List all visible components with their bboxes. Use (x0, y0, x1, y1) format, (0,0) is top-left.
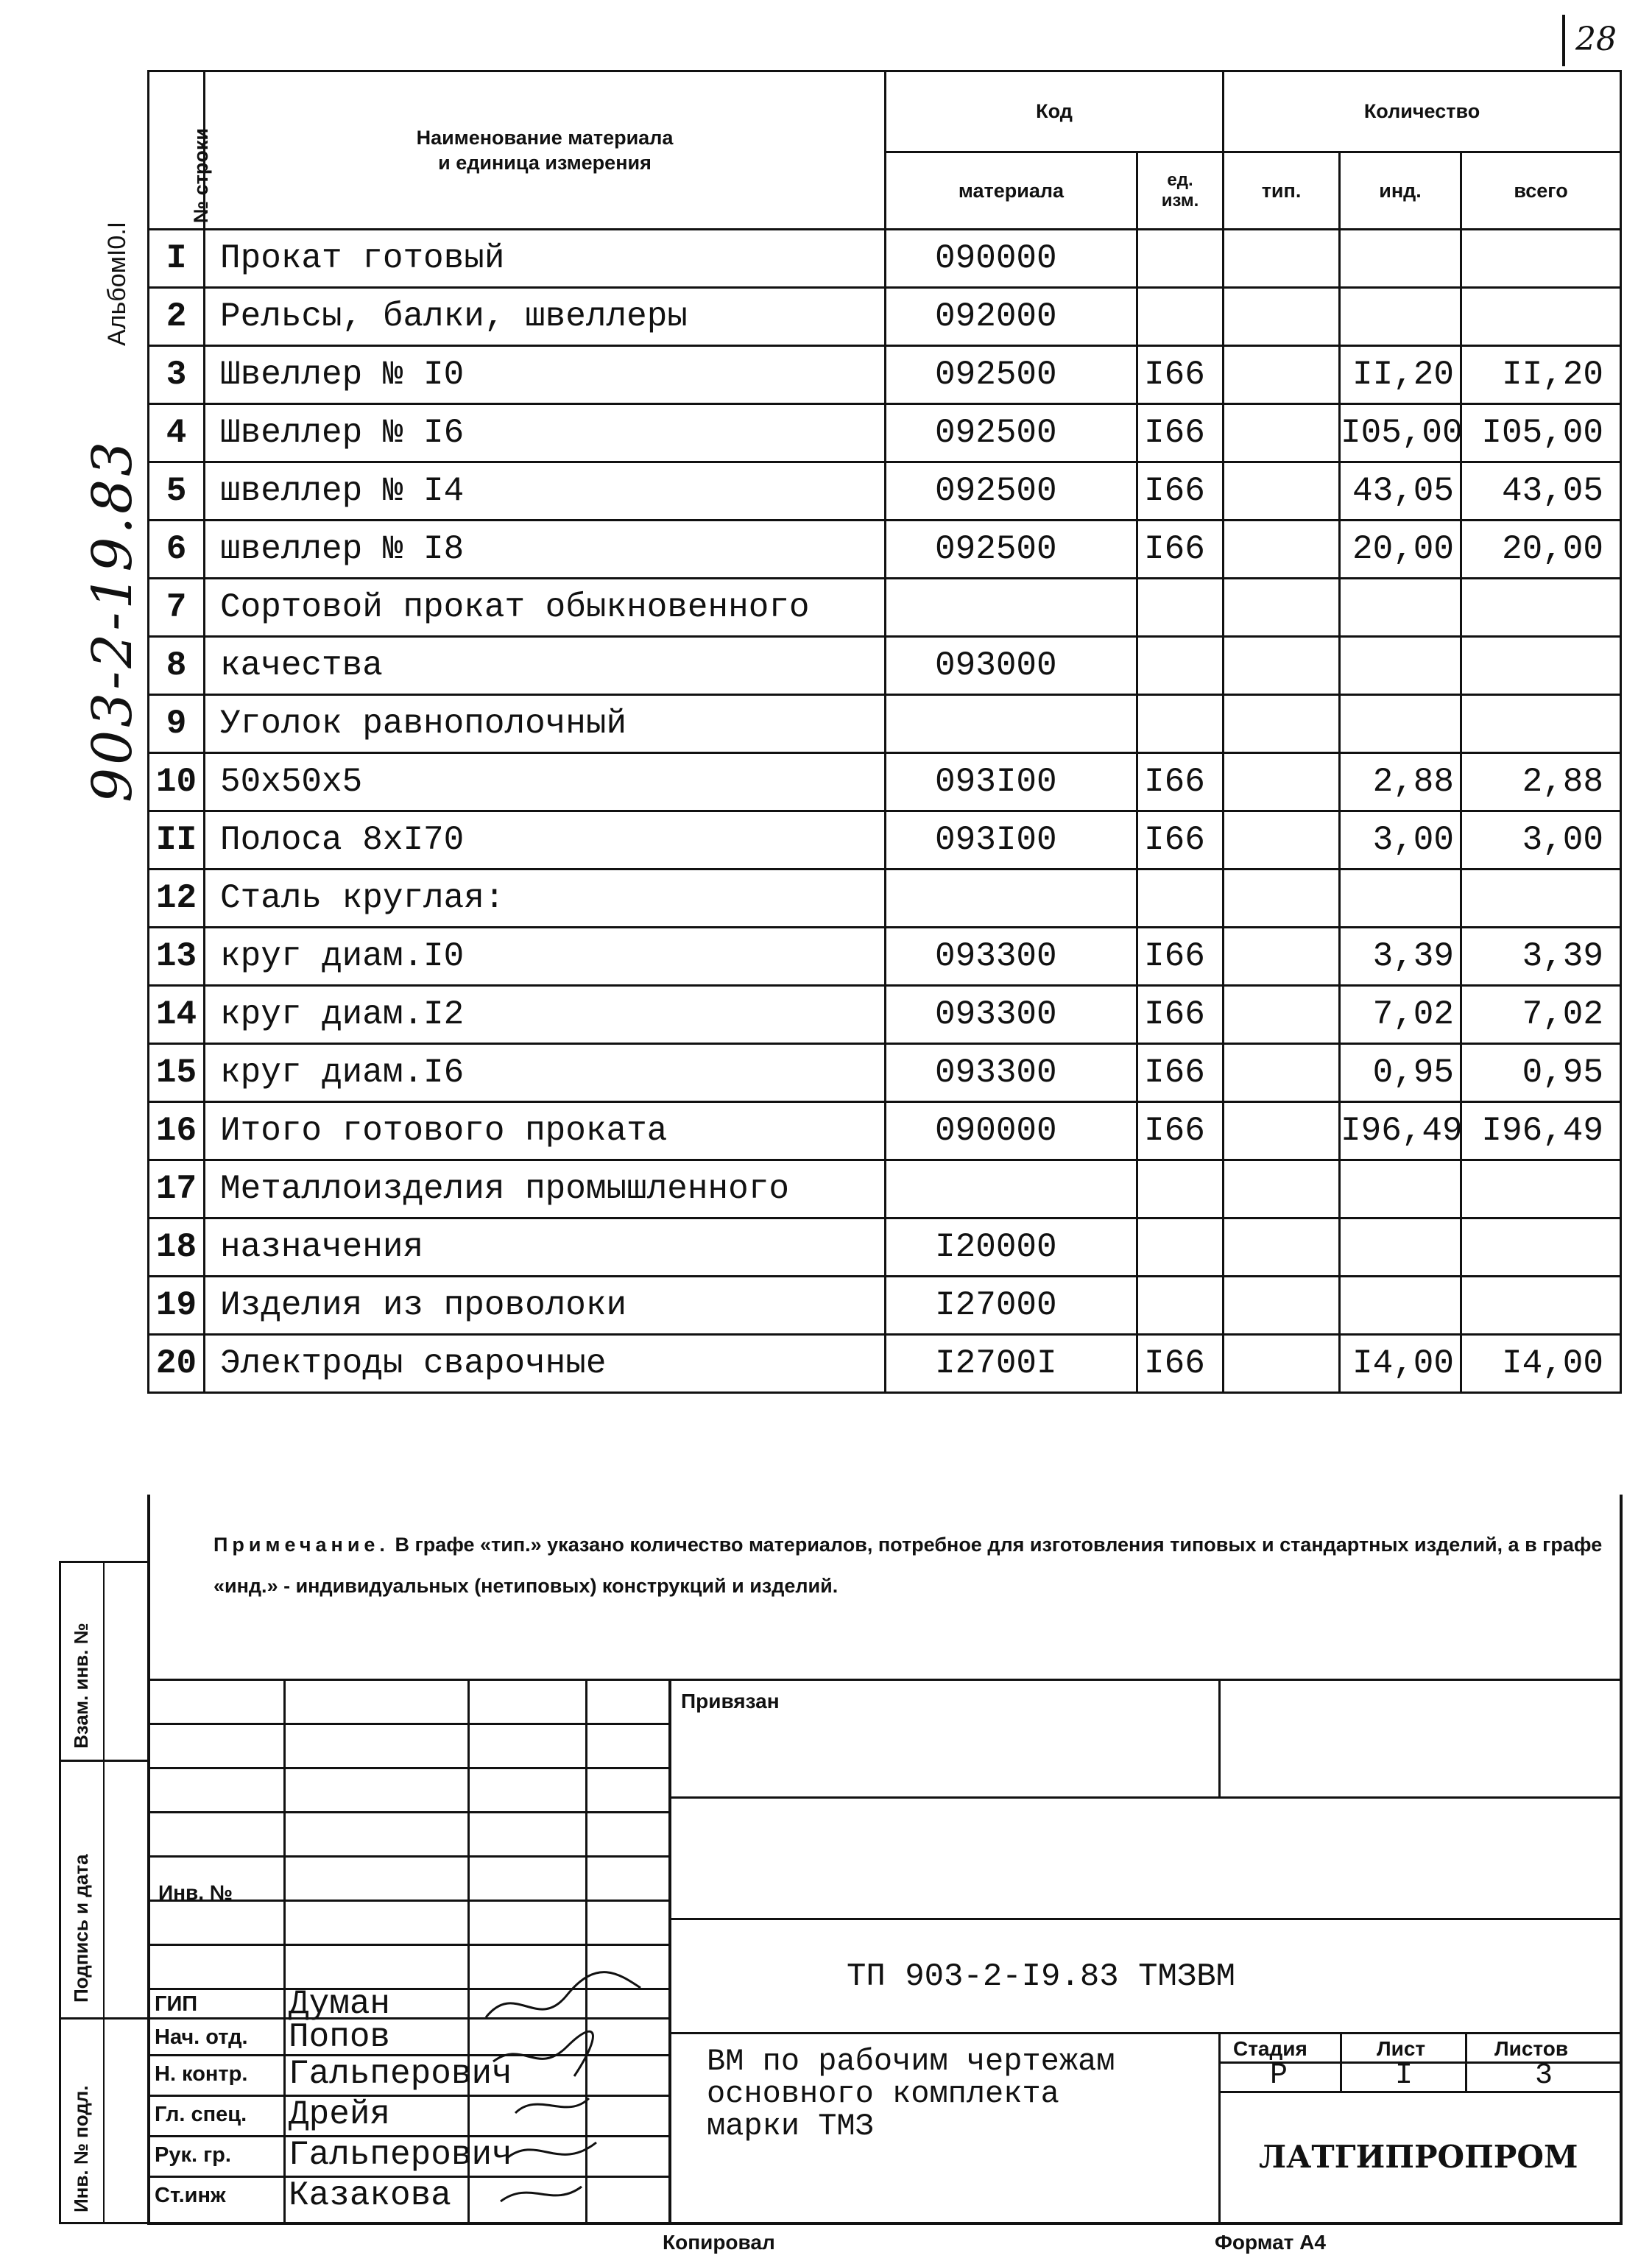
material-name: круг диам.I6 (205, 1044, 886, 1102)
table-row (149, 579, 1621, 637)
qty-total (1461, 230, 1621, 288)
qty-ind: 3,39 (1340, 928, 1461, 986)
material-name: Сталь круглая: (205, 870, 886, 928)
footer-format: Формат А4 (1215, 2231, 1326, 2254)
qty-typ (1224, 1218, 1340, 1277)
unit-code (1137, 637, 1224, 695)
header-code-unit: ед. изм. (1137, 152, 1224, 230)
row-number: I (149, 230, 205, 288)
material-code (886, 1160, 1137, 1218)
row-number: 7 (149, 579, 205, 637)
table-row (149, 928, 1621, 986)
row-number: 13 (149, 928, 205, 986)
qty-typ (1224, 637, 1340, 695)
document-description: ВМ по рабочим чертежам основного комплекта марки ТМЗ (707, 2044, 1115, 2144)
qty-total: 7,02 (1461, 986, 1621, 1044)
qty-total (1461, 1277, 1621, 1335)
side-stamp-label: Взам. инв. № (70, 1623, 92, 1749)
header-qty-ind: инд. (1340, 152, 1461, 230)
signer-name: Думан (289, 1985, 391, 2023)
row-number: 9 (149, 695, 205, 753)
signer-role: ГИП (155, 1992, 198, 2016)
qty-ind: II,20 (1340, 346, 1461, 404)
footer-copied: Копировал (663, 2231, 775, 2254)
material-code: 090000 (886, 1102, 1137, 1160)
qty-ind: 3,00 (1340, 811, 1461, 870)
row-number: 10 (149, 753, 205, 811)
bound-to-label: Привязан (681, 1690, 780, 1712)
qty-typ (1224, 928, 1340, 986)
material-code: 092500 (886, 521, 1137, 579)
header-qty-typ: тип. (1224, 152, 1340, 230)
qty-ind (1340, 1277, 1461, 1335)
qty-total: II,20 (1461, 346, 1621, 404)
qty-typ (1224, 230, 1340, 288)
unit-code (1137, 288, 1224, 346)
qty-ind (1340, 579, 1461, 637)
table-row (149, 986, 1621, 1044)
material-code: 093300 (886, 928, 1137, 986)
row-number: 3 (149, 346, 205, 404)
note-text: В графе «тип.» указано количество материалов, потребное для изготовления типовых и стандартных изделий, а в графе «инд.» - индивидуальных (нетиповых) конструкций и изделий. (213, 1534, 1603, 1597)
header-material-name: Наименование материала и единица измерения (205, 71, 886, 230)
qty-ind: 0,95 (1340, 1044, 1461, 1102)
material-name: швеллер № I8 (205, 521, 886, 579)
qty-ind (1340, 288, 1461, 346)
signer-role: Рук. гр. (155, 2143, 231, 2167)
row-number: 16 (149, 1102, 205, 1160)
qty-typ (1224, 288, 1340, 346)
material-code: 092500 (886, 346, 1137, 404)
signer-name: Гальперович (289, 2136, 512, 2174)
note-title: Примечание. (213, 1534, 389, 1556)
material-name: круг диам.I2 (205, 986, 886, 1044)
qty-typ (1224, 1335, 1340, 1393)
page-number: 28 (1575, 21, 1617, 58)
material-code: I27000 (886, 1277, 1137, 1335)
row-number: 8 (149, 637, 205, 695)
qty-total (1461, 870, 1621, 928)
material-code: 092000 (886, 288, 1137, 346)
stage-label: Стадия (1233, 2037, 1307, 2060)
unit-code (1137, 230, 1224, 288)
table-row (149, 753, 1621, 811)
table-row (149, 811, 1621, 870)
qty-total: I96,49 (1461, 1102, 1621, 1160)
unit-code (1137, 870, 1224, 928)
page-number-bar (1562, 15, 1565, 66)
qty-total: 0,95 (1461, 1044, 1621, 1102)
sheets-value: 3 (1535, 2059, 1553, 2092)
material-code (886, 695, 1137, 753)
material-name: круг диам.I0 (205, 928, 886, 986)
qty-typ (1224, 462, 1340, 521)
qty-total (1461, 695, 1621, 753)
signer-role: Ст.инж (155, 2184, 226, 2207)
material-name: Электроды сварочные (205, 1335, 886, 1393)
qty-typ (1224, 1102, 1340, 1160)
unit-code: I66 (1137, 521, 1224, 579)
qty-typ (1224, 1044, 1340, 1102)
material-name: 50х50х5 (205, 753, 886, 811)
row-number: 2 (149, 288, 205, 346)
qty-ind: 20,00 (1340, 521, 1461, 579)
table-row (149, 637, 1621, 695)
qty-typ (1224, 1160, 1340, 1218)
qty-typ (1224, 695, 1340, 753)
signer-name: Дрейя (289, 2095, 391, 2134)
stage-value: Р (1270, 2059, 1288, 2092)
row-number: II (149, 811, 205, 870)
qty-ind (1340, 230, 1461, 288)
unit-code: I66 (1137, 404, 1224, 462)
qty-typ (1224, 870, 1340, 928)
qty-total: 2,88 (1461, 753, 1621, 811)
table-row (149, 288, 1621, 346)
unit-code: I66 (1137, 462, 1224, 521)
table-row (149, 695, 1621, 753)
side-stamp-label: Подпись и дата (70, 1854, 92, 2003)
qty-total (1461, 1160, 1621, 1218)
signatures-scribble (471, 1951, 655, 2223)
header-code-material: материала (886, 152, 1137, 230)
qty-typ (1224, 753, 1340, 811)
material-name: Швеллер № I0 (205, 346, 886, 404)
row-number: 17 (149, 1160, 205, 1218)
row-number: 14 (149, 986, 205, 1044)
material-code: 093I00 (886, 753, 1137, 811)
table-row (149, 870, 1621, 928)
qty-ind: I96,49 (1340, 1102, 1461, 1160)
unit-code: I66 (1137, 1044, 1224, 1102)
row-number: 18 (149, 1218, 205, 1277)
row-number: 5 (149, 462, 205, 521)
qty-total: I05,00 (1461, 404, 1621, 462)
qty-ind (1340, 695, 1461, 753)
material-name: Изделия из проволоки (205, 1277, 886, 1335)
organization-name: ЛАТГИПРОПРОМ (1259, 2139, 1578, 2175)
row-number: 20 (149, 1335, 205, 1393)
row-number: 19 (149, 1277, 205, 1335)
unit-code: I66 (1137, 811, 1224, 870)
table-row (149, 230, 1621, 288)
side-stamp-label: Инв. № подл. (70, 2085, 92, 2212)
signer-name: Казакова (289, 2176, 451, 2215)
unit-code (1137, 579, 1224, 637)
qty-ind: I05,00 (1340, 404, 1461, 462)
table-row (149, 1218, 1621, 1277)
qty-typ (1224, 986, 1340, 1044)
table-row (149, 1102, 1621, 1160)
material-code: 092500 (886, 404, 1137, 462)
material-name: качества (205, 637, 886, 695)
unit-code (1137, 695, 1224, 753)
table-row (149, 462, 1621, 521)
signer-role: Н. контр. (155, 2062, 248, 2086)
header-qty-total: всего (1461, 152, 1621, 230)
qty-ind (1340, 1218, 1461, 1277)
signer-name: Гальперович (289, 2055, 512, 2093)
qty-ind: I4,00 (1340, 1335, 1461, 1393)
qty-typ (1224, 521, 1340, 579)
album-label: АльбомI0.I (103, 221, 131, 346)
header-row-number: № строки (149, 71, 205, 230)
qty-total (1461, 579, 1621, 637)
qty-total (1461, 288, 1621, 346)
sheet-label: Лист (1377, 2037, 1426, 2060)
material-name: Металлоизделия промышленного (205, 1160, 886, 1218)
unit-code: I66 (1137, 1335, 1224, 1393)
row-number: 6 (149, 521, 205, 579)
material-name: Уголок равнополочный (205, 695, 886, 753)
row-number: 15 (149, 1044, 205, 1102)
sheet-value: I (1395, 2059, 1413, 2092)
unit-code: I66 (1137, 1102, 1224, 1160)
table-row (149, 1044, 1621, 1102)
qty-ind: 2,88 (1340, 753, 1461, 811)
unit-code: I66 (1137, 346, 1224, 404)
document-designation: ТП 903-2-I9.83 ТМЗВМ (847, 1958, 1236, 1995)
signer-name: Попов (289, 2018, 391, 2056)
inventory-number-label: Инв. № (158, 1881, 233, 1904)
material-code: I20000 (886, 1218, 1137, 1277)
material-name: Полоса 8хI70 (205, 811, 886, 870)
qty-total: 3,00 (1461, 811, 1621, 870)
header-quantity: Количество (1224, 71, 1621, 152)
qty-typ (1224, 579, 1340, 637)
qty-total: 20,00 (1461, 521, 1621, 579)
material-code: 092500 (886, 462, 1137, 521)
qty-typ (1224, 346, 1340, 404)
material-code (886, 579, 1137, 637)
unit-code (1137, 1160, 1224, 1218)
signer-role: Гл. спец. (155, 2103, 247, 2126)
qty-total (1461, 1218, 1621, 1277)
material-code: 093300 (886, 986, 1137, 1044)
unit-code (1137, 1218, 1224, 1277)
unit-code: I66 (1137, 928, 1224, 986)
unit-code (1137, 1277, 1224, 1335)
header-code: Код (886, 71, 1224, 152)
qty-total (1461, 637, 1621, 695)
material-code: 090000 (886, 230, 1137, 288)
table-row (149, 1277, 1621, 1335)
material-code: 093300 (886, 1044, 1137, 1102)
handwritten-document-code: 903-2-19.83 (81, 438, 144, 803)
qty-ind (1340, 870, 1461, 928)
qty-ind: 43,05 (1340, 462, 1461, 521)
qty-ind (1340, 1160, 1461, 1218)
table-row (149, 1335, 1621, 1393)
row-number: 4 (149, 404, 205, 462)
qty-ind (1340, 637, 1461, 695)
table-row (149, 521, 1621, 579)
sheets-label: Листов (1494, 2037, 1569, 2060)
material-name: Прокат готовый (205, 230, 886, 288)
material-code: 093I00 (886, 811, 1137, 870)
material-code (886, 870, 1137, 928)
table-row (149, 404, 1621, 462)
material-code: I2700I (886, 1335, 1137, 1393)
qty-typ (1224, 404, 1340, 462)
material-name: швеллер № I4 (205, 462, 886, 521)
table-row (149, 1160, 1621, 1218)
material-name: Рельсы, балки, швеллеры (205, 288, 886, 346)
signer-role: Нач. отд. (155, 2025, 248, 2049)
material-name: назначения (205, 1218, 886, 1277)
qty-total: I4,00 (1461, 1335, 1621, 1393)
row-number: 12 (149, 870, 205, 928)
note (213, 1524, 1612, 1606)
material-code: 093000 (886, 637, 1137, 695)
qty-typ (1224, 811, 1340, 870)
material-name: Итого готового проката (205, 1102, 886, 1160)
material-name: Сортовой прокат обыкновенного (205, 579, 886, 637)
unit-code: I66 (1137, 753, 1224, 811)
qty-ind: 7,02 (1340, 986, 1461, 1044)
unit-code: I66 (1137, 986, 1224, 1044)
qty-total: 43,05 (1461, 462, 1621, 521)
qty-total: 3,39 (1461, 928, 1621, 986)
table-row (149, 346, 1621, 404)
material-spec-table (147, 70, 1622, 1394)
material-name: Швеллер № I6 (205, 404, 886, 462)
qty-typ (1224, 1277, 1340, 1335)
